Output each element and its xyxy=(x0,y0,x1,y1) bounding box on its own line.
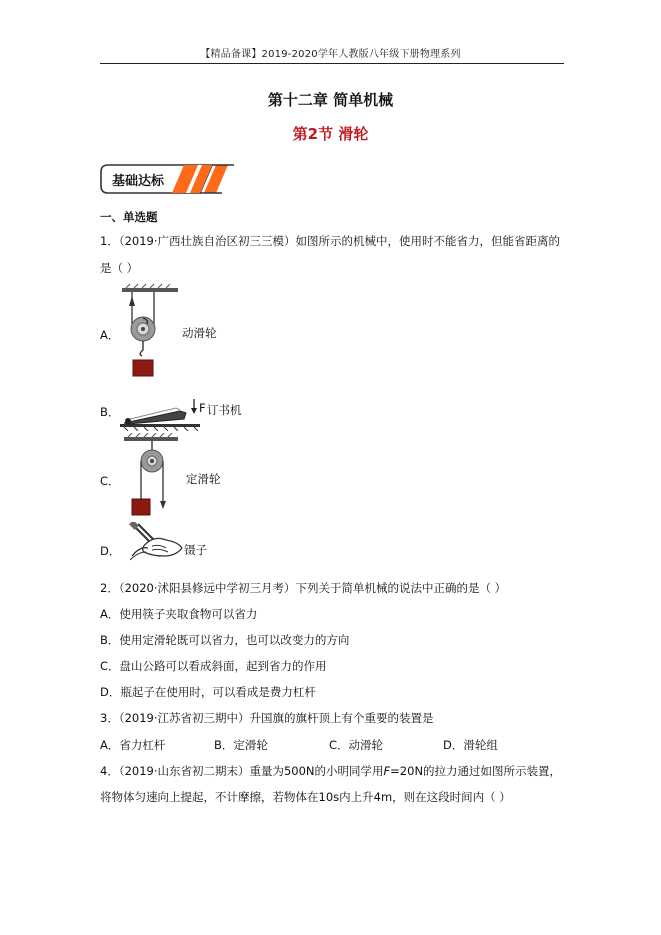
q2-option-c: C．盘山公路可以看成斜面，起到省力的作用 xyxy=(100,659,327,673)
movable-pulley-figure xyxy=(118,284,182,378)
header-divider xyxy=(100,63,564,64)
q4-stem-line1-a: 4．（2019·山东省初二期末）重量为500N的小明同学用 xyxy=(100,764,384,778)
q1-option-d-key: D． xyxy=(100,544,121,558)
q2-option-d: D．瓶起子在使用时，可以看成是费力杠杆 xyxy=(100,685,316,699)
q1-stem-line1: 1．（2019·广西壮族自治区初三三模）如图所示的机械中，使用时不能省力，但能省距离的 xyxy=(100,234,560,248)
tweezers-figure xyxy=(126,522,184,562)
q4-stem-line1 xyxy=(100,763,561,779)
q1-option-a-key: A． xyxy=(100,328,120,342)
stapler-figure xyxy=(120,395,200,431)
q4-stem-line1-b: =20N的拉力通过如图所示装置， xyxy=(390,764,562,778)
q4-stem-line2: 将物体匀速向上提起，不计摩擦，若物体在10s内上升4m，则在这段时间内（ ） xyxy=(100,790,511,804)
q1-option-a-label: 动滑轮 xyxy=(182,326,217,340)
q2-option-b: B．使用定滑轮既可以省力，也可以改变力的方向 xyxy=(100,633,350,647)
chapter-title: 第十二章 简单机械 xyxy=(267,91,394,109)
badge-label: 基础达标 xyxy=(112,174,165,189)
q1-option-b-label: 订书机 xyxy=(207,403,242,417)
q3-option-c: C．动滑轮 xyxy=(329,738,384,752)
q1-option-c-key: C． xyxy=(100,474,120,488)
q1-option-d-label: 镊子 xyxy=(184,543,207,557)
q2-stem: 2．（2020·沭阳县修远中学初三月考）下列关于简单机械的说法中正确的是（ ） xyxy=(100,581,507,595)
page-header: 【精品备课】2019-2020学年人教版八年级下册物理系列 xyxy=(200,49,461,60)
q3-option-a: A．省力杠杆 xyxy=(100,738,166,752)
q1-stem-line2: 是（ ） xyxy=(100,261,139,275)
q3-option-d: D．滑轮组 xyxy=(443,738,498,752)
basic-badge xyxy=(98,162,238,200)
part-title: 一、单选题 xyxy=(100,210,158,224)
q1-option-c-label: 定滑轮 xyxy=(186,472,221,486)
q2-option-a: A．使用筷子夹取食物可以省力 xyxy=(100,607,258,621)
fixed-pulley-figure xyxy=(122,433,182,519)
section-title: 第2节 滑轮 xyxy=(292,125,369,143)
q1-option-b-force: F xyxy=(199,401,206,415)
q3-stem: 3．（2019·江苏省初三期中）升国旗的旗杆顶上有个重要的装置是 xyxy=(100,711,434,725)
q3-option-b: B．定滑轮 xyxy=(214,738,268,752)
q1-option-b-key: B． xyxy=(100,405,120,419)
q4-force-symbol: F xyxy=(383,764,391,778)
